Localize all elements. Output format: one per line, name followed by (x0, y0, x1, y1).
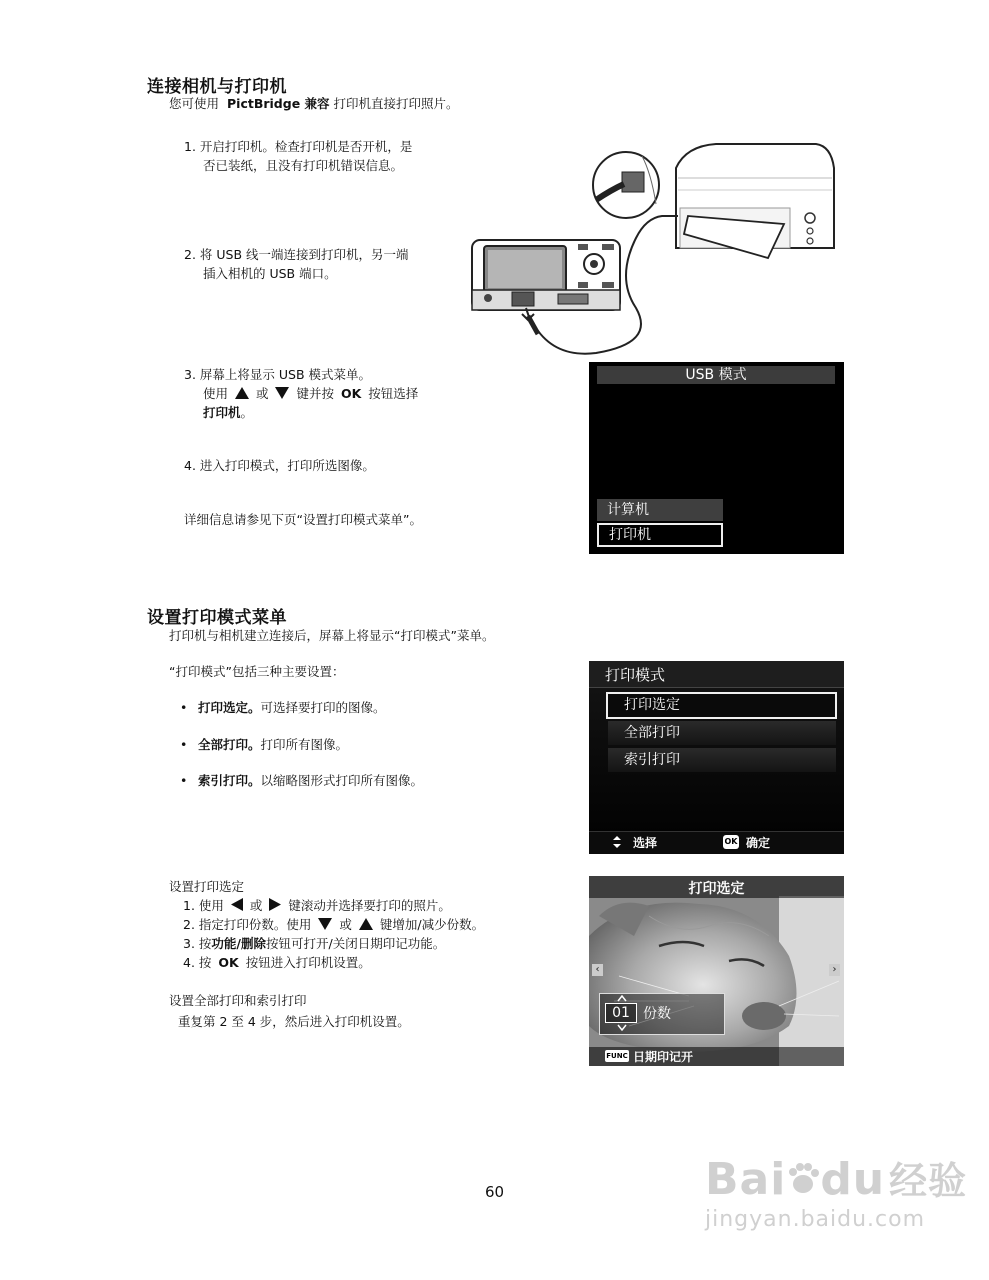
bullet-marker: • (180, 700, 188, 715)
copies-count[interactable]: 01 (605, 1003, 637, 1023)
step-3-line-c (184, 403, 418, 422)
left-arrow-icon (231, 898, 243, 911)
section-title-print-mode: 设置打印模式菜单 (147, 608, 287, 628)
count-down-icon[interactable] (617, 1024, 627, 1031)
selected-step-4 (183, 953, 484, 972)
step-3-select: 按钮选择 (368, 386, 419, 401)
s1-post: 键滚动并选择要打印的照片。 (288, 898, 451, 913)
ok-icon: OK (723, 835, 739, 849)
step-1 (184, 137, 412, 175)
bullet-bold: 打印选定。 (198, 700, 261, 715)
step-3-printer: 打印机 (203, 405, 241, 420)
s1-or: 或 (249, 898, 263, 913)
count-up-icon[interactable] (617, 995, 627, 1002)
watermark-cn: 经验 (889, 1159, 968, 1203)
step-2-line-a: 2. 将 USB 线一端连接到打印机，另一端 (184, 247, 409, 262)
s2-post: 键增加/减少份数。 (379, 917, 485, 932)
subtitle-print-selected: 设置打印选定 (169, 879, 245, 894)
selected-step-2 (183, 915, 484, 934)
step-3-line-a: 3. 屏幕上将显示 USB 模式菜单。 (184, 367, 372, 382)
step-3-ok: OK (340, 386, 362, 401)
step-3-use: 使用 (203, 386, 229, 401)
step-1-line-a: 1. 开启打印机。检查打印机是否开机，是 (184, 139, 413, 154)
bullet-marker: • (180, 773, 188, 788)
repeat-steps-text: 重复第 2 至 4 步，然后进入打印机设置。 (178, 1014, 410, 1029)
bullet-print-selected (180, 698, 386, 717)
step-3-or: 或 (255, 386, 269, 401)
up-arrow-icon (359, 918, 373, 930)
right-arrow-icon (269, 898, 281, 911)
step-3 (184, 365, 418, 422)
footer-select-label: 选择 (633, 836, 658, 850)
step-2 (184, 245, 409, 283)
s2-or: 或 (339, 917, 352, 932)
selected-step-3 (183, 934, 484, 953)
cat-photo (589, 876, 844, 1066)
selected-steps (183, 896, 484, 972)
menu-item-print-selected[interactable]: 打印选定 (606, 692, 837, 719)
menu-item-print-all[interactable]: 全部打印 (608, 721, 836, 745)
next-photo-icon[interactable]: › (829, 964, 840, 976)
selected-step-1 (183, 896, 484, 915)
subtitle-print-all-index: 设置全部打印和索引打印 (169, 993, 307, 1008)
paw-icon (786, 1162, 820, 1196)
intro-post: 打印机直接打印照片。 (333, 96, 459, 111)
up-arrow-icon (235, 387, 249, 399)
s3-bold: 功能/删除 (211, 936, 266, 951)
step-3-press: 键并按 (296, 386, 334, 401)
detail-reference: 详细信息请参见下页“设置打印模式菜单”。 (184, 512, 422, 527)
down-arrow-icon (318, 918, 332, 930)
print-mode-lead: “打印模式”包括三种主要设置： (169, 664, 345, 679)
step-4: 4. 进入打印模式，打印所选图像。 (184, 458, 375, 473)
bullet-print-all (180, 735, 348, 754)
usb-option-printer[interactable]: 打印机 (597, 523, 723, 547)
footer-confirm-label: 确定 (746, 836, 771, 850)
s2-pre: 2. 指定打印份数。使用 (183, 917, 312, 932)
bullet-bold: 索引打印。 (198, 773, 261, 788)
bullet-text: 打印所有图像。 (260, 737, 349, 752)
page-number: 60 (484, 1183, 505, 1201)
step-3-period: 。 (240, 405, 254, 420)
s4-pre: 4. 按 (183, 955, 212, 970)
date-stamp-label: 日期印记开 (633, 1050, 694, 1064)
s4-bold: OK (218, 955, 239, 970)
bullet-text: 可选择要打印的图像。 (260, 700, 386, 715)
print-selected-screen (589, 876, 844, 1066)
bullet-bold: 全部打印。 (198, 737, 261, 752)
watermark-du: du (820, 1154, 886, 1205)
s4-post: 按钮进入打印机设置。 (245, 955, 371, 970)
prev-photo-icon[interactable]: ‹ (592, 964, 603, 976)
copies-label: 份数 (643, 1006, 671, 1022)
usb-screen-title: USB 模式 (597, 366, 835, 384)
print-mode-title: 打印模式 (605, 666, 666, 684)
watermark-logo (705, 1150, 967, 1205)
watermark-brand: Bai (705, 1154, 787, 1205)
print-mode-screen (589, 661, 844, 853)
usb-option-computer[interactable]: 计算机 (597, 499, 723, 521)
step-3-line-b (184, 384, 418, 403)
func-icon: FUNC (606, 1052, 628, 1060)
intro-text (169, 94, 459, 113)
s1-pre: 1. 使用 (183, 898, 224, 913)
down-arrow-icon (275, 387, 289, 399)
s3-post: 按钮可打开/关闭日期印记功能。 (265, 936, 446, 951)
bullet-marker: • (180, 737, 188, 752)
bullet-text: 以缩略图形式打印所有图像。 (260, 773, 424, 788)
printer-camera-illustration (466, 138, 846, 358)
menu-item-print-index[interactable]: 索引打印 (608, 748, 836, 772)
bullet-print-index (180, 771, 423, 790)
print-mode-intro: 打印机与相机建立连接后，屏幕上将显示“打印模式”菜单。 (169, 628, 495, 643)
step-1-line-b: 否已装纸，且没有打印机错误信息。 (203, 158, 404, 173)
watermark-url: jingyan.baidu.com (705, 1207, 926, 1232)
section-title-connect: 连接相机与打印机 (147, 77, 287, 97)
intro-pre: 您可使用 (169, 96, 220, 111)
intro-bold: PictBridge 兼容 (227, 96, 330, 111)
up-down-icon (613, 836, 621, 848)
select-screen-title: 打印选定 (688, 881, 745, 897)
s3-pre: 3. 按 (183, 936, 212, 951)
usb-mode-screen (589, 362, 844, 554)
step-2-line-b: 插入相机的 USB 端口。 (203, 266, 337, 281)
